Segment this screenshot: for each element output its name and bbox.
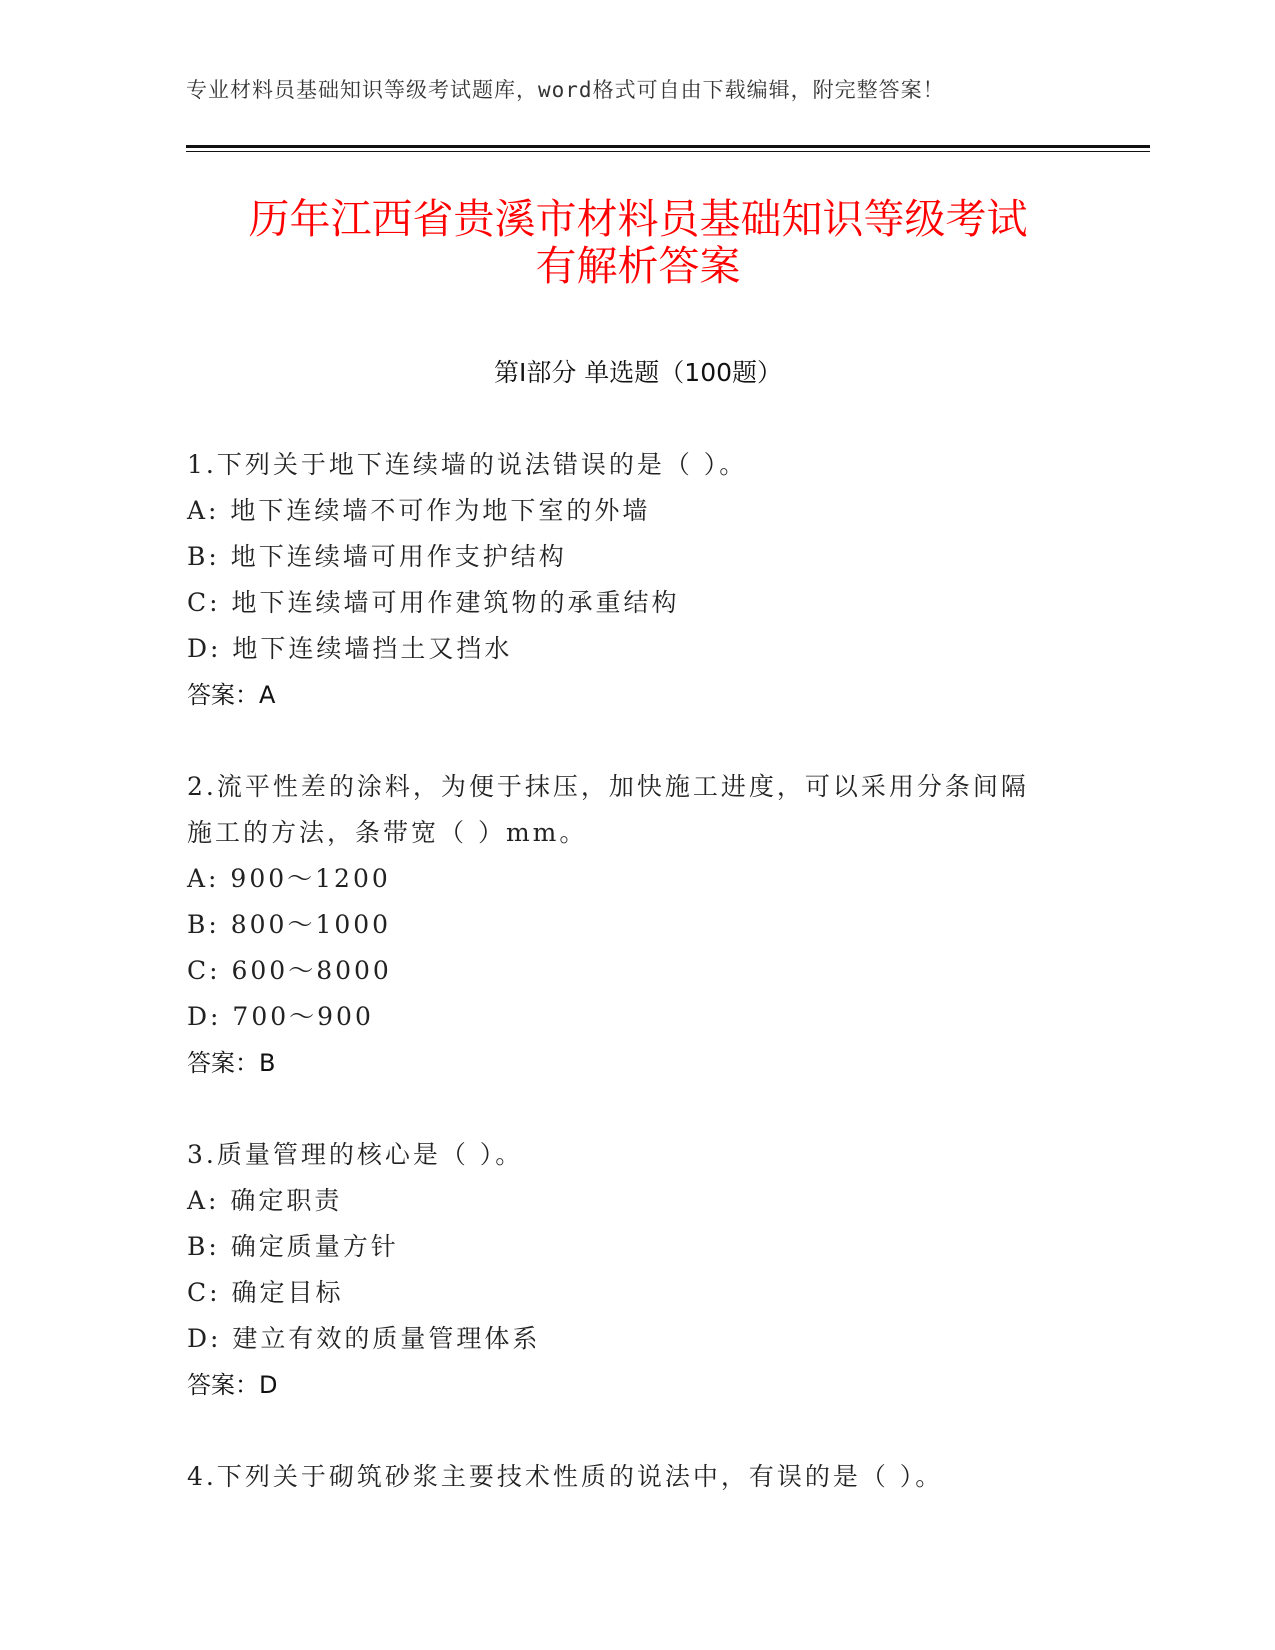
header-rule-thin: [186, 151, 1150, 152]
question-stem: 4.下列关于砌筑砂浆主要技术性质的说法中，有误的是（ ）。: [187, 1462, 944, 1491]
option-a: A: 地下连续墙不可作为地下室的外墙: [187, 496, 651, 525]
option-b: B: 地下连续墙可用作支护结构: [187, 542, 567, 571]
option-d: D: 700～900: [187, 1002, 374, 1031]
option-a: A: 确定职责: [187, 1186, 343, 1215]
option-c: C: 600～8000: [187, 956, 392, 985]
document-title-line-2: 有解析答案: [535, 242, 741, 290]
question-2: [187, 764, 1087, 1086]
header-note: 专业材料员基础知识等级考试题库，word格式可自由下载编辑，附完整答案！: [186, 78, 945, 102]
option-b: B: 800～1000: [187, 910, 392, 939]
answer: 答案：A: [187, 681, 276, 709]
answer: 答案：B: [187, 1049, 276, 1077]
question-list: [187, 442, 1087, 1546]
option-b: B: 确定质量方针: [187, 1232, 399, 1261]
header-rule-thick: [186, 145, 1150, 148]
question-stem-continued: 施工的方法，条带宽（ ）mm。: [187, 818, 588, 847]
option-c: C: 地下连续墙可用作建筑物的承重结构: [187, 588, 680, 617]
question-stem: 1.下列关于地下连续墙的说法错误的是（ ）。: [187, 450, 748, 479]
section-heading: 第Ⅰ部分 单选题（100题）: [493, 358, 783, 387]
question-3: [187, 1132, 1087, 1408]
question-stem: 2.流平性差的涂料，为便于抹压，加快施工进度，可以采用分条间隔: [187, 772, 1029, 801]
option-d: D: 建立有效的质量管理体系: [187, 1324, 541, 1353]
question-4: [187, 1454, 1087, 1500]
option-a: A: 900～1200: [187, 864, 391, 893]
option-d: D: 地下连续墙挡土又挡水: [187, 634, 513, 663]
option-c: C: 确定目标: [187, 1278, 344, 1307]
document-title-line-1: 历年江西省贵溪市材料员基础知识等级考试: [248, 195, 1028, 243]
question-stem: 3.质量管理的核心是（ ）。: [187, 1140, 524, 1169]
document-title: [186, 196, 1090, 290]
question-1: [187, 442, 1087, 718]
answer: 答案：D: [187, 1371, 278, 1399]
